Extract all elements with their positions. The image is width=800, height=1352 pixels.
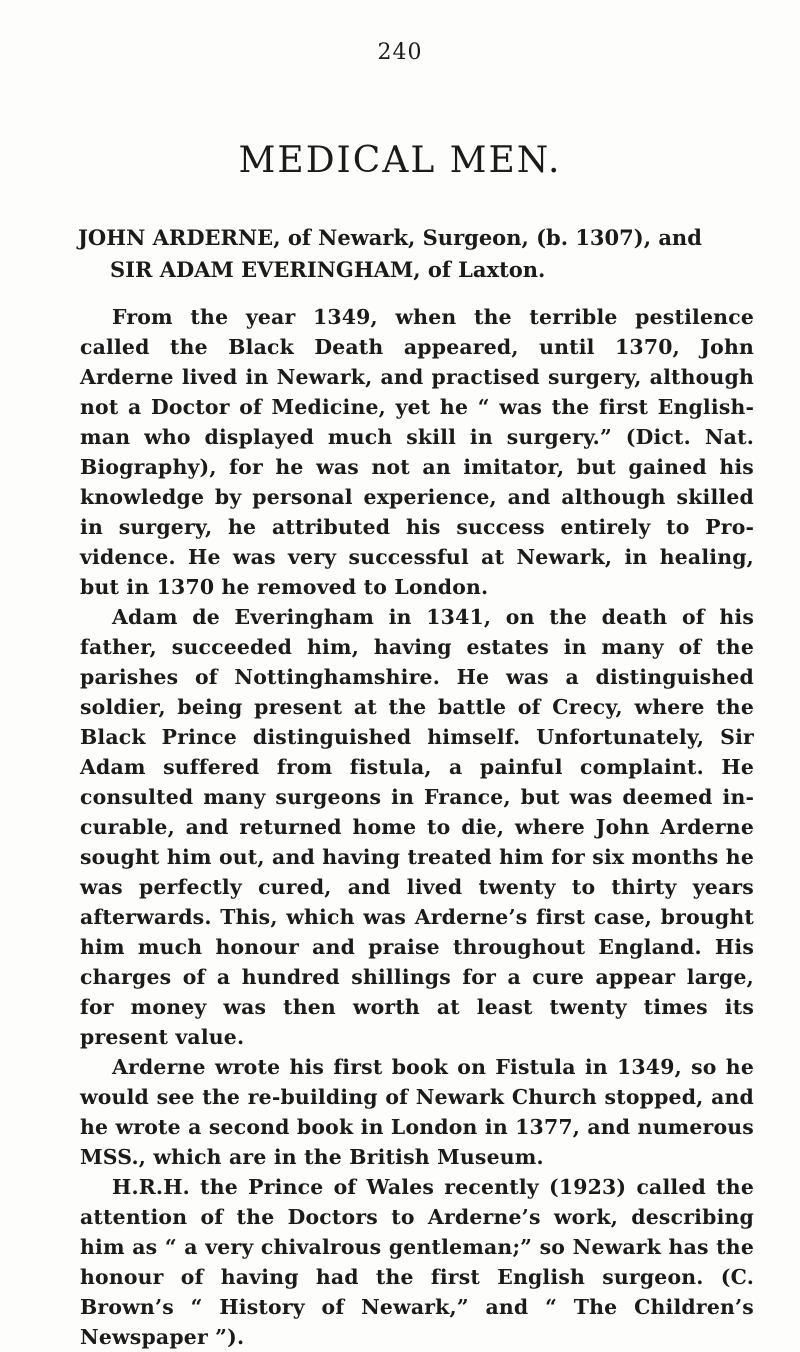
paragraph-arderne-newark: From the year 1349, when the terrible pestilence called the Black Death appeared, until 1370, John Arderne lived in Newark, and practised surgery, although not a Doctor of Medicine, yet he “ was the first Englishman who displayed much skill in surgery.” (Dict. Nat. Biography), for he was not an imitator, but gained his knowledge by personal experience, and although skilled in surgery, he attributed his success entirely to Providence. He was very successful at Newark, in healing, but in 1370 he removed to London. bbox=[80, 305, 754, 599]
body-text bbox=[80, 302, 754, 1352]
paragraph-arderne-books: Arderne wrote his first book on Fistula in 1349, so he would see the re-building of Newark Church stopped, and he wrote a second book in London in 1377, and numerous MSS., which are in the British Museum. bbox=[80, 1055, 754, 1169]
paragraph-prince-of-wales: H.R.H. the Prince of Wales recently (1923) called the attention of the Doctors to Arderne’s work, describing him as “ a very chivalrous gentleman;” so Newark has the honour of having had the first English surgeon. (C. Brown’s “ History of Newark,” and “ The Children’s Newspaper ”). bbox=[80, 1175, 754, 1349]
subject-line-1: JOHN ARDERNE, of Newark, Surgeon, (b. 1307), and bbox=[78, 225, 702, 250]
subject-line-2: SIR ADAM EVERINGHAM, of Laxton. bbox=[110, 257, 546, 282]
chapter-title: MEDICAL MEN. bbox=[238, 140, 562, 181]
page-number: 240 bbox=[377, 40, 423, 65]
section-subject bbox=[78, 222, 778, 286]
paragraph-everingham: Adam de Everingham in 1341, on the death of his father, succeeded him, having estates in many of the parishes of Nottinghamshire. He was a distinguished soldier, being present at the battle of Crecy, where the Black Prince distinguished himself. Unfortunately, Sir Adam suffered from fistula, a painful complaint. He consulted many surgeons in France, but was deemed incurable, and returned home to die, where John Arderne sought him out, and having treated him for six months he was perfectly cured, and lived twenty to thirty years afterwards. This, which was Arderne’s first case, brought him much honour and praise throughout England. His charges of a hundred shillings for a cure appear large, for money was then worth at least twenty times its present value. bbox=[80, 605, 754, 1049]
